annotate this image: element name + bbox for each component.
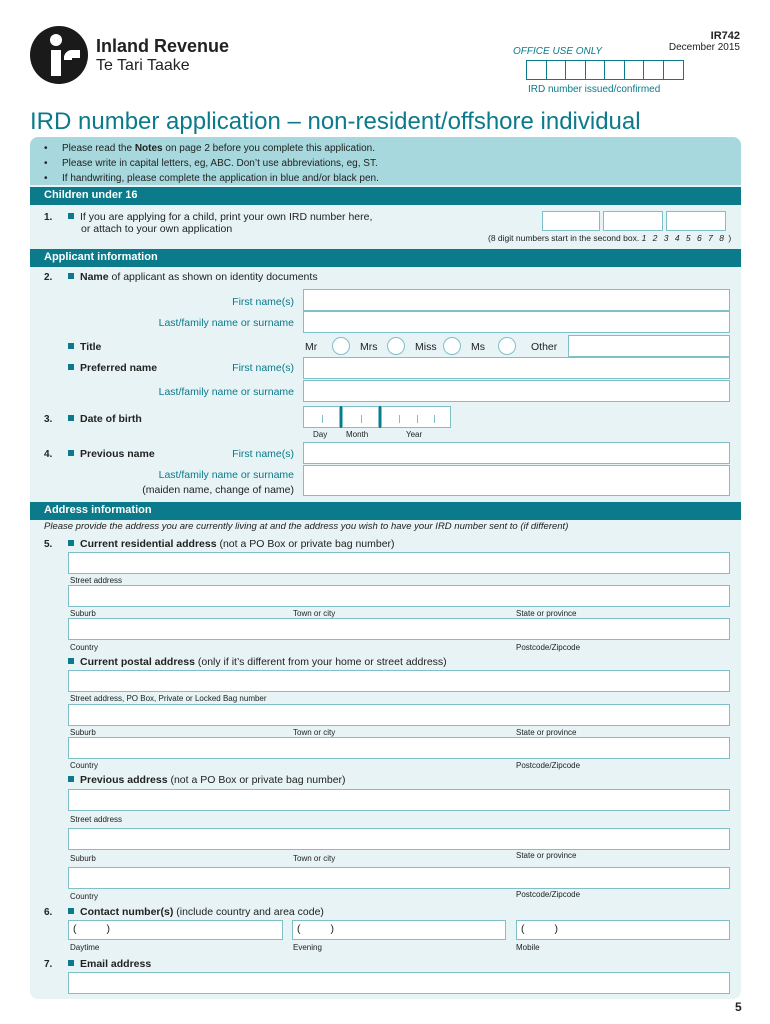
q4-number: 4. (44, 449, 53, 460)
logo-r-shape (64, 50, 80, 60)
res-town-label: Town or city (293, 609, 336, 618)
q1-text: If you are applying for a child, print your own IRD number here, (68, 211, 372, 223)
daytime-label: Daytime (70, 943, 100, 952)
office-use-label: OFFICE USE ONLY (513, 46, 603, 57)
q2-number: 2. (44, 272, 53, 283)
dob-day-label: Day (313, 430, 328, 439)
prev-last-input[interactable] (303, 465, 730, 496)
res-suburb-input[interactable] (68, 585, 730, 607)
q1-hint: (8 digit numbers start in the second box. 1 2 3 4 5 6 7 8 ) (488, 233, 732, 243)
pref-first-label: First name(s) (232, 362, 294, 374)
res-street-label: Street address (70, 576, 123, 585)
res-country-input[interactable] (68, 618, 730, 640)
preferred-name-label: Preferred name (68, 362, 157, 374)
title-miss-label: Miss (415, 341, 437, 353)
section-address: Address information (30, 502, 741, 520)
note-item: • If handwriting, please complete the application in blue and/or black pen. (44, 171, 379, 186)
res-street-input[interactable] (68, 552, 730, 574)
prev-first-label: First name(s) (232, 448, 294, 460)
postal-country-label: Country (70, 761, 99, 770)
q1-number: 1. (44, 212, 53, 223)
q6-number: 6. (44, 907, 53, 918)
q1-text-line2: or attach to your own application (81, 223, 233, 235)
q5-number: 5. (44, 539, 53, 550)
page-title: IRD number application – non-resident/offshore individual (30, 108, 641, 135)
logo-dot (50, 34, 62, 46)
prev-street-label: Street address (70, 815, 123, 824)
res-country-label: Country (70, 643, 99, 652)
title-ms-radio[interactable] (498, 337, 516, 355)
title-mr-radio[interactable] (332, 337, 350, 355)
email-label: Email address (68, 958, 151, 970)
first-name-label: First name(s) (232, 296, 294, 308)
evening-phone-input[interactable]: ( ) (292, 920, 506, 940)
dob-input[interactable] (303, 406, 451, 428)
postal-street-label: Street address, PO Box, Private or Locked Bag number (70, 694, 267, 703)
mobile-phone-input[interactable]: ( ) (516, 920, 730, 940)
title-ms-label: Ms (471, 341, 485, 353)
child-ird-boxes[interactable] (542, 211, 726, 231)
title-mrs-label: Mrs (360, 341, 378, 353)
pref-first-input[interactable] (303, 357, 730, 379)
prev-suburb-input[interactable] (68, 828, 730, 850)
section-applicant: Applicant information (30, 249, 741, 267)
logo-bar (51, 50, 61, 76)
prev-postcode-label: Postcode/Zipcode (516, 890, 581, 899)
page-number: 5 (735, 1000, 742, 1014)
title-label: Title (68, 341, 101, 353)
dob-year-label: Year (406, 430, 423, 439)
org-maori-name: Te Tari Taake (96, 57, 190, 74)
res-state-label: State or province (516, 609, 577, 618)
pref-last-input[interactable] (303, 380, 730, 402)
evening-label: Evening (293, 943, 322, 952)
address-intro: Please provide the address you are currently living at and the address you wish to have your IRD number sent to (if different) (44, 521, 569, 532)
residential-label: Current residential address (not a PO Box or private bag number) (68, 538, 395, 550)
prev-street-input[interactable] (68, 789, 730, 811)
q2-text: Name of applicant as shown on identity documents (68, 271, 318, 283)
title-miss-radio[interactable] (443, 337, 461, 355)
last-name-label: Last/family name or surname (158, 317, 294, 329)
q3-number: 3. (44, 414, 53, 425)
title-other-input[interactable] (568, 335, 730, 357)
res-suburb-label: Suburb (70, 609, 96, 618)
last-name-input[interactable] (303, 311, 730, 333)
postal-postcode-label: Postcode/Zipcode (516, 761, 581, 770)
postal-country-input[interactable] (68, 737, 730, 759)
postal-street-input[interactable] (68, 670, 730, 692)
prev-country-label: Country (70, 892, 99, 901)
res-postcode-label: Postcode/Zipcode (516, 643, 581, 652)
dob-label: Date of birth (68, 413, 142, 425)
postal-suburb-label: Suburb (70, 728, 96, 737)
q7-number: 7. (44, 959, 53, 970)
note-item: • Please read the Notes on page 2 before you complete this application. (44, 141, 379, 156)
prev-town-label: Town or city (293, 854, 336, 863)
prev-name-note: (maiden name, change of name) (142, 484, 294, 496)
prev-last-label: Last/family name or surname (158, 469, 294, 481)
first-name-input[interactable] (303, 289, 730, 311)
prev-first-input[interactable] (303, 442, 730, 464)
postal-state-label: State or province (516, 728, 577, 737)
prev-name-label: Previous name (68, 448, 155, 460)
postal-suburb-input[interactable] (68, 704, 730, 726)
postal-label: Current postal address (only if it’s different from your home or street address) (68, 656, 447, 668)
section-children: Children under 16 (30, 187, 741, 205)
notes-list (44, 141, 379, 186)
daytime-phone-input[interactable]: ( ) (68, 920, 283, 940)
org-name: Inland Revenue (96, 36, 230, 56)
prev-country-input[interactable] (68, 867, 730, 889)
title-mr-label: Mr (305, 341, 318, 353)
title-other-label: Other (531, 341, 558, 353)
previous-address-label: Previous address (not a PO Box or private bag number) (68, 774, 346, 786)
form-date: December 2015 (668, 42, 740, 53)
prev-state-label: State or province (516, 851, 577, 860)
title-mrs-radio[interactable] (387, 337, 405, 355)
office-ird-boxes (526, 60, 684, 80)
ird-issued-label: IRD number issued/confirmed (528, 84, 661, 95)
mobile-label: Mobile (516, 943, 540, 952)
form-code: IR742 (710, 30, 740, 42)
email-input[interactable] (68, 972, 730, 994)
pref-last-label: Last/family name or surname (158, 386, 294, 398)
postal-town-label: Town or city (293, 728, 336, 737)
contact-label: Contact number(s) (include country and area code) (68, 906, 324, 918)
note-item: • Please write in capital letters, eg, ABC. Don’t use abbreviations, eg, ST. (44, 156, 379, 171)
prev-suburb-label: Suburb (70, 854, 96, 863)
dob-month-label: Month (346, 430, 369, 439)
